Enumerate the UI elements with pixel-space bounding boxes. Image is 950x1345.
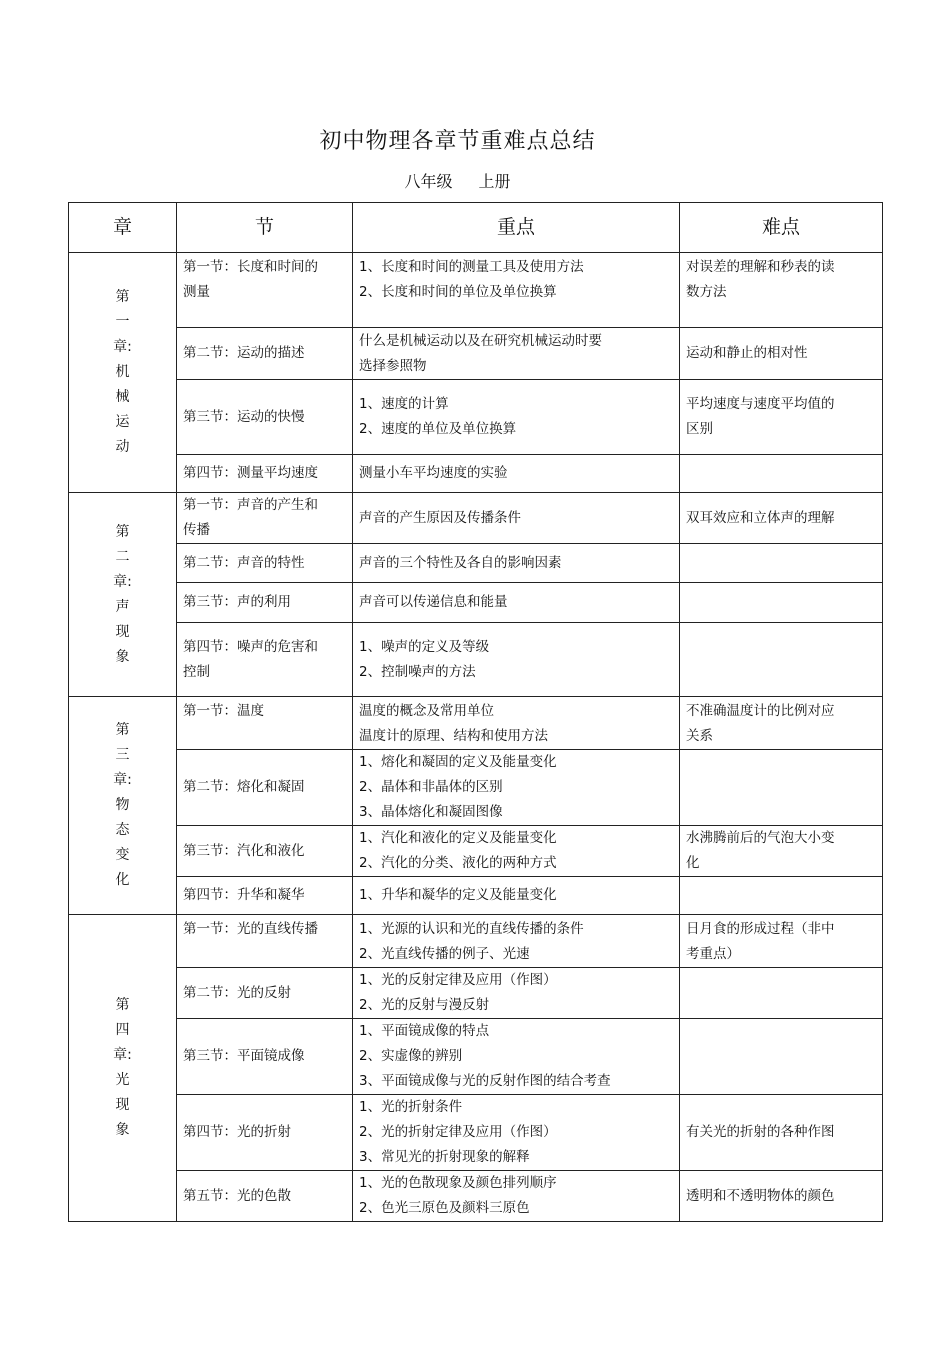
difficulty-cell [680,1171,883,1222]
section-cell [177,1095,353,1171]
key-point-line: 3、平面镜成像与光的反射作图的结合考查 [359,1073,611,1089]
chapter-char: 象 [115,648,130,665]
chapter-char: 态 [115,822,130,838]
key-point-line: 2、光的折射定律及应用（作图） [359,1124,557,1140]
table-row [69,968,883,1019]
difficulty-cell [680,253,883,328]
chapter-char: 象 [115,1122,130,1138]
page-subtitle [0,169,915,192]
header-difficulties: 难点 [680,203,883,253]
difficulty-line: 平均速度与速度平均值的 [686,396,835,412]
key-point-line: 温度计的原理、结构和使用方法 [359,728,548,744]
chapter-cell [69,697,177,915]
key-points-cell [353,1171,680,1222]
key-point-line: 2、晶体和非晶体的区别 [359,779,503,795]
chapter-char: 章: [113,1047,132,1063]
section-cell [177,1019,353,1095]
section-line: 控制 [183,663,210,680]
chapter-char: 三 [115,747,130,763]
header-key-points: 重点 [353,203,680,253]
difficulty-line: 考重点） [686,946,740,962]
chapter-char: 章: [113,339,132,355]
section-cell [177,328,353,380]
difficulty-cell [680,968,883,1019]
section-cell [177,915,353,968]
table-row [69,1095,883,1171]
key-point-line: 1、噪声的定义及等级 [359,638,490,655]
section-cell [177,1171,353,1222]
chapter-char: 现 [115,623,130,640]
section-cell [177,750,353,826]
header-chapter: 章 [69,203,177,253]
key-points-cell [353,380,680,455]
section-line: 第五节：光的色散 [183,1187,291,1204]
key-point-line: 1、升华和凝华的定义及能量变化 [359,887,557,903]
table-row [69,380,883,455]
difficulty-cell [680,380,883,455]
difficulty-cell [680,544,883,583]
section-cell [177,697,353,750]
table-row [69,455,883,493]
difficulty-cell [680,493,883,544]
section-line: 第四节：光的折射 [183,1124,291,1140]
key-points-cell [353,915,680,968]
summary-table [68,202,883,1222]
difficulty-cell [680,826,883,877]
table-row [69,750,883,826]
section-line: 第二节：熔化和凝固 [183,779,305,795]
page-title: 初中物理各章节重难点总结 [319,129,596,154]
section-line: 第三节：汽化和液化 [183,842,305,859]
section-cell [177,493,353,544]
key-points-cell [353,455,680,493]
chapter-char: 光 [115,1072,130,1088]
section-line: 第一节：光的直线传播 [183,921,318,937]
chapter-char: 章: [113,573,132,590]
chapter-char: 运 [115,414,130,430]
difficulty-cell [680,328,883,380]
chapter-char: 二 [115,548,130,565]
section-line: 第一节：温度 [183,703,264,719]
table-row [69,544,883,583]
chapter-char: 章: [113,772,132,788]
section-line: 传播 [183,522,210,538]
table-row [69,877,883,915]
chapter-char: 化 [115,872,130,888]
section-cell [177,380,353,455]
key-point-line: 2、光直线传播的例子、光速 [359,946,530,962]
chapter-char: 动 [115,439,130,455]
difficulty-line: 区别 [686,421,713,437]
key-points-cell [353,623,680,697]
key-point-line: 1、熔化和凝固的定义及能量变化 [359,754,557,770]
key-points-cell [353,493,680,544]
key-point-line: 1、平面镜成像的特点 [359,1023,490,1039]
chapter-char: 变 [115,847,130,863]
key-point-line: 声音的三个特性及各自的影响因素 [359,554,562,571]
chapter-char: 声 [115,598,130,615]
key-points-cell [353,544,680,583]
chapter-char: 第 [115,523,130,540]
key-point-line: 2、色光三原色及颜料三原色 [359,1200,530,1216]
key-point-line: 2、光的反射与漫反射 [359,997,490,1013]
chapter-cell [69,915,177,1222]
chapter-char: 第 [115,997,130,1013]
section-line: 第四节：升华和凝华 [183,887,305,903]
section-cell [177,623,353,697]
difficulty-line: 关系 [686,728,713,744]
difficulty-cell [680,750,883,826]
key-points-cell [353,253,680,328]
key-point-line: 2、汽化的分类、液化的两种方式 [359,855,557,871]
difficulty-line: 有关光的折射的各种作图 [686,1124,835,1140]
table-row [69,253,883,328]
key-point-line: 1、光源的认识和光的直线传播的条件 [359,921,584,937]
difficulty-cell [680,623,883,697]
key-points-cell [353,697,680,750]
difficulty-cell [680,915,883,968]
key-point-line: 1、速度的计算 [359,396,449,412]
difficulty-cell [680,697,883,750]
section-cell [177,253,353,328]
section-line: 第二节：声音的特性 [183,554,305,571]
difficulty-line: 化 [686,855,700,871]
key-point-line: 什么是机械运动以及在研究机械运动时要 [359,332,602,349]
table-row [69,583,883,623]
section-line: 第二节：运动的描述 [183,345,305,361]
key-points-cell [353,1095,680,1171]
section-cell [177,455,353,493]
section-cell [177,826,353,877]
section-line: 第四节：测量平均速度 [183,465,318,481]
table-body [69,253,883,1222]
table-row [69,493,883,544]
key-point-line: 温度的概念及常用单位 [359,703,494,719]
chapter-char: 现 [115,1097,130,1113]
section-cell [177,544,353,583]
key-point-line: 1、光的折射条件 [359,1099,463,1115]
key-point-line: 选择参照物 [359,357,427,374]
key-point-line: 测量小车平均速度的实验 [359,465,508,481]
difficulty-line: 不准确温度计的比例对应 [686,703,835,719]
difficulty-line: 双耳效应和立体声的理解 [686,509,835,526]
chapter-char: 机 [115,364,130,380]
key-point-line: 2、实虚像的辨别 [359,1048,463,1064]
key-point-line: 声音的产生原因及传播条件 [359,509,521,526]
table-row [69,623,883,697]
difficulty-cell [680,583,883,623]
section-line: 第四节：噪声的危害和 [183,638,318,655]
key-point-line: 3、常见光的折射现象的解释 [359,1149,530,1165]
section-line: 第一节：长度和时间的 [183,259,318,275]
key-point-line: 1、长度和时间的测量工具及使用方法 [359,259,584,275]
header-section: 节 [177,203,353,253]
key-point-line: 2、速度的单位及单位换算 [359,421,517,437]
section-line: 第三节：声的利用 [183,594,291,610]
chapter-char: 械 [115,389,130,405]
key-point-line: 2、长度和时间的单位及单位换算 [359,284,557,300]
section-line: 测量 [183,284,210,300]
difficulty-cell [680,877,883,915]
section-line: 第二节：光的反射 [183,984,291,1001]
chapter-cell [69,253,177,493]
key-points-cell [353,1019,680,1095]
section-cell [177,877,353,915]
chapter-char: 四 [115,1022,130,1038]
section-cell [177,583,353,623]
section-line: 第三节：运动的快慢 [183,408,305,425]
section-line: 第一节：声音的产生和 [183,497,318,513]
key-point-line: 2、控制噪声的方法 [359,663,476,680]
section-line: 第三节：平面镜成像 [183,1048,305,1064]
key-points-cell [353,826,680,877]
table-row [69,697,883,750]
chapter-char: 物 [115,797,130,813]
key-point-line: 3、晶体熔化和凝固图像 [359,804,503,820]
key-point-line: 1、汽化和液化的定义及能量变化 [359,830,557,846]
chapter-char: 一 [115,314,130,330]
difficulty-line: 透明和不透明物体的颜色 [686,1187,835,1204]
key-point-line: 1、光的反射定律及应用（作图） [359,972,557,988]
difficulty-line: 运动和静止的相对性 [686,345,808,361]
difficulty-cell [680,1019,883,1095]
table-header-row [69,203,883,253]
table-row [69,328,883,380]
chapter-char: 第 [115,722,130,738]
volume-label: 上册 [478,172,511,191]
table-row [69,915,883,968]
key-point-line: 声音可以传递信息和能量 [359,594,508,610]
section-cell [177,968,353,1019]
difficulty-line: 水沸腾前后的气泡大小变 [686,830,835,846]
key-point-line: 1、光的色散现象及颜色排列顺序 [359,1175,557,1191]
grade-label: 八年级 [404,172,453,191]
key-points-cell [353,877,680,915]
chapter-cell [69,493,177,697]
chapter-char: 第 [115,289,130,305]
key-points-cell [353,968,680,1019]
key-points-cell [353,328,680,380]
difficulty-line: 日月食的形成过程（非中 [686,921,835,937]
difficulty-line: 对误差的理解和秒表的读 [686,259,835,275]
difficulty-line: 数方法 [686,284,727,300]
table-row [69,1171,883,1222]
table-row [69,826,883,877]
difficulty-cell [680,1095,883,1171]
difficulty-cell [680,455,883,493]
key-points-cell [353,583,680,623]
table-row [69,1019,883,1095]
key-points-cell [353,750,680,826]
